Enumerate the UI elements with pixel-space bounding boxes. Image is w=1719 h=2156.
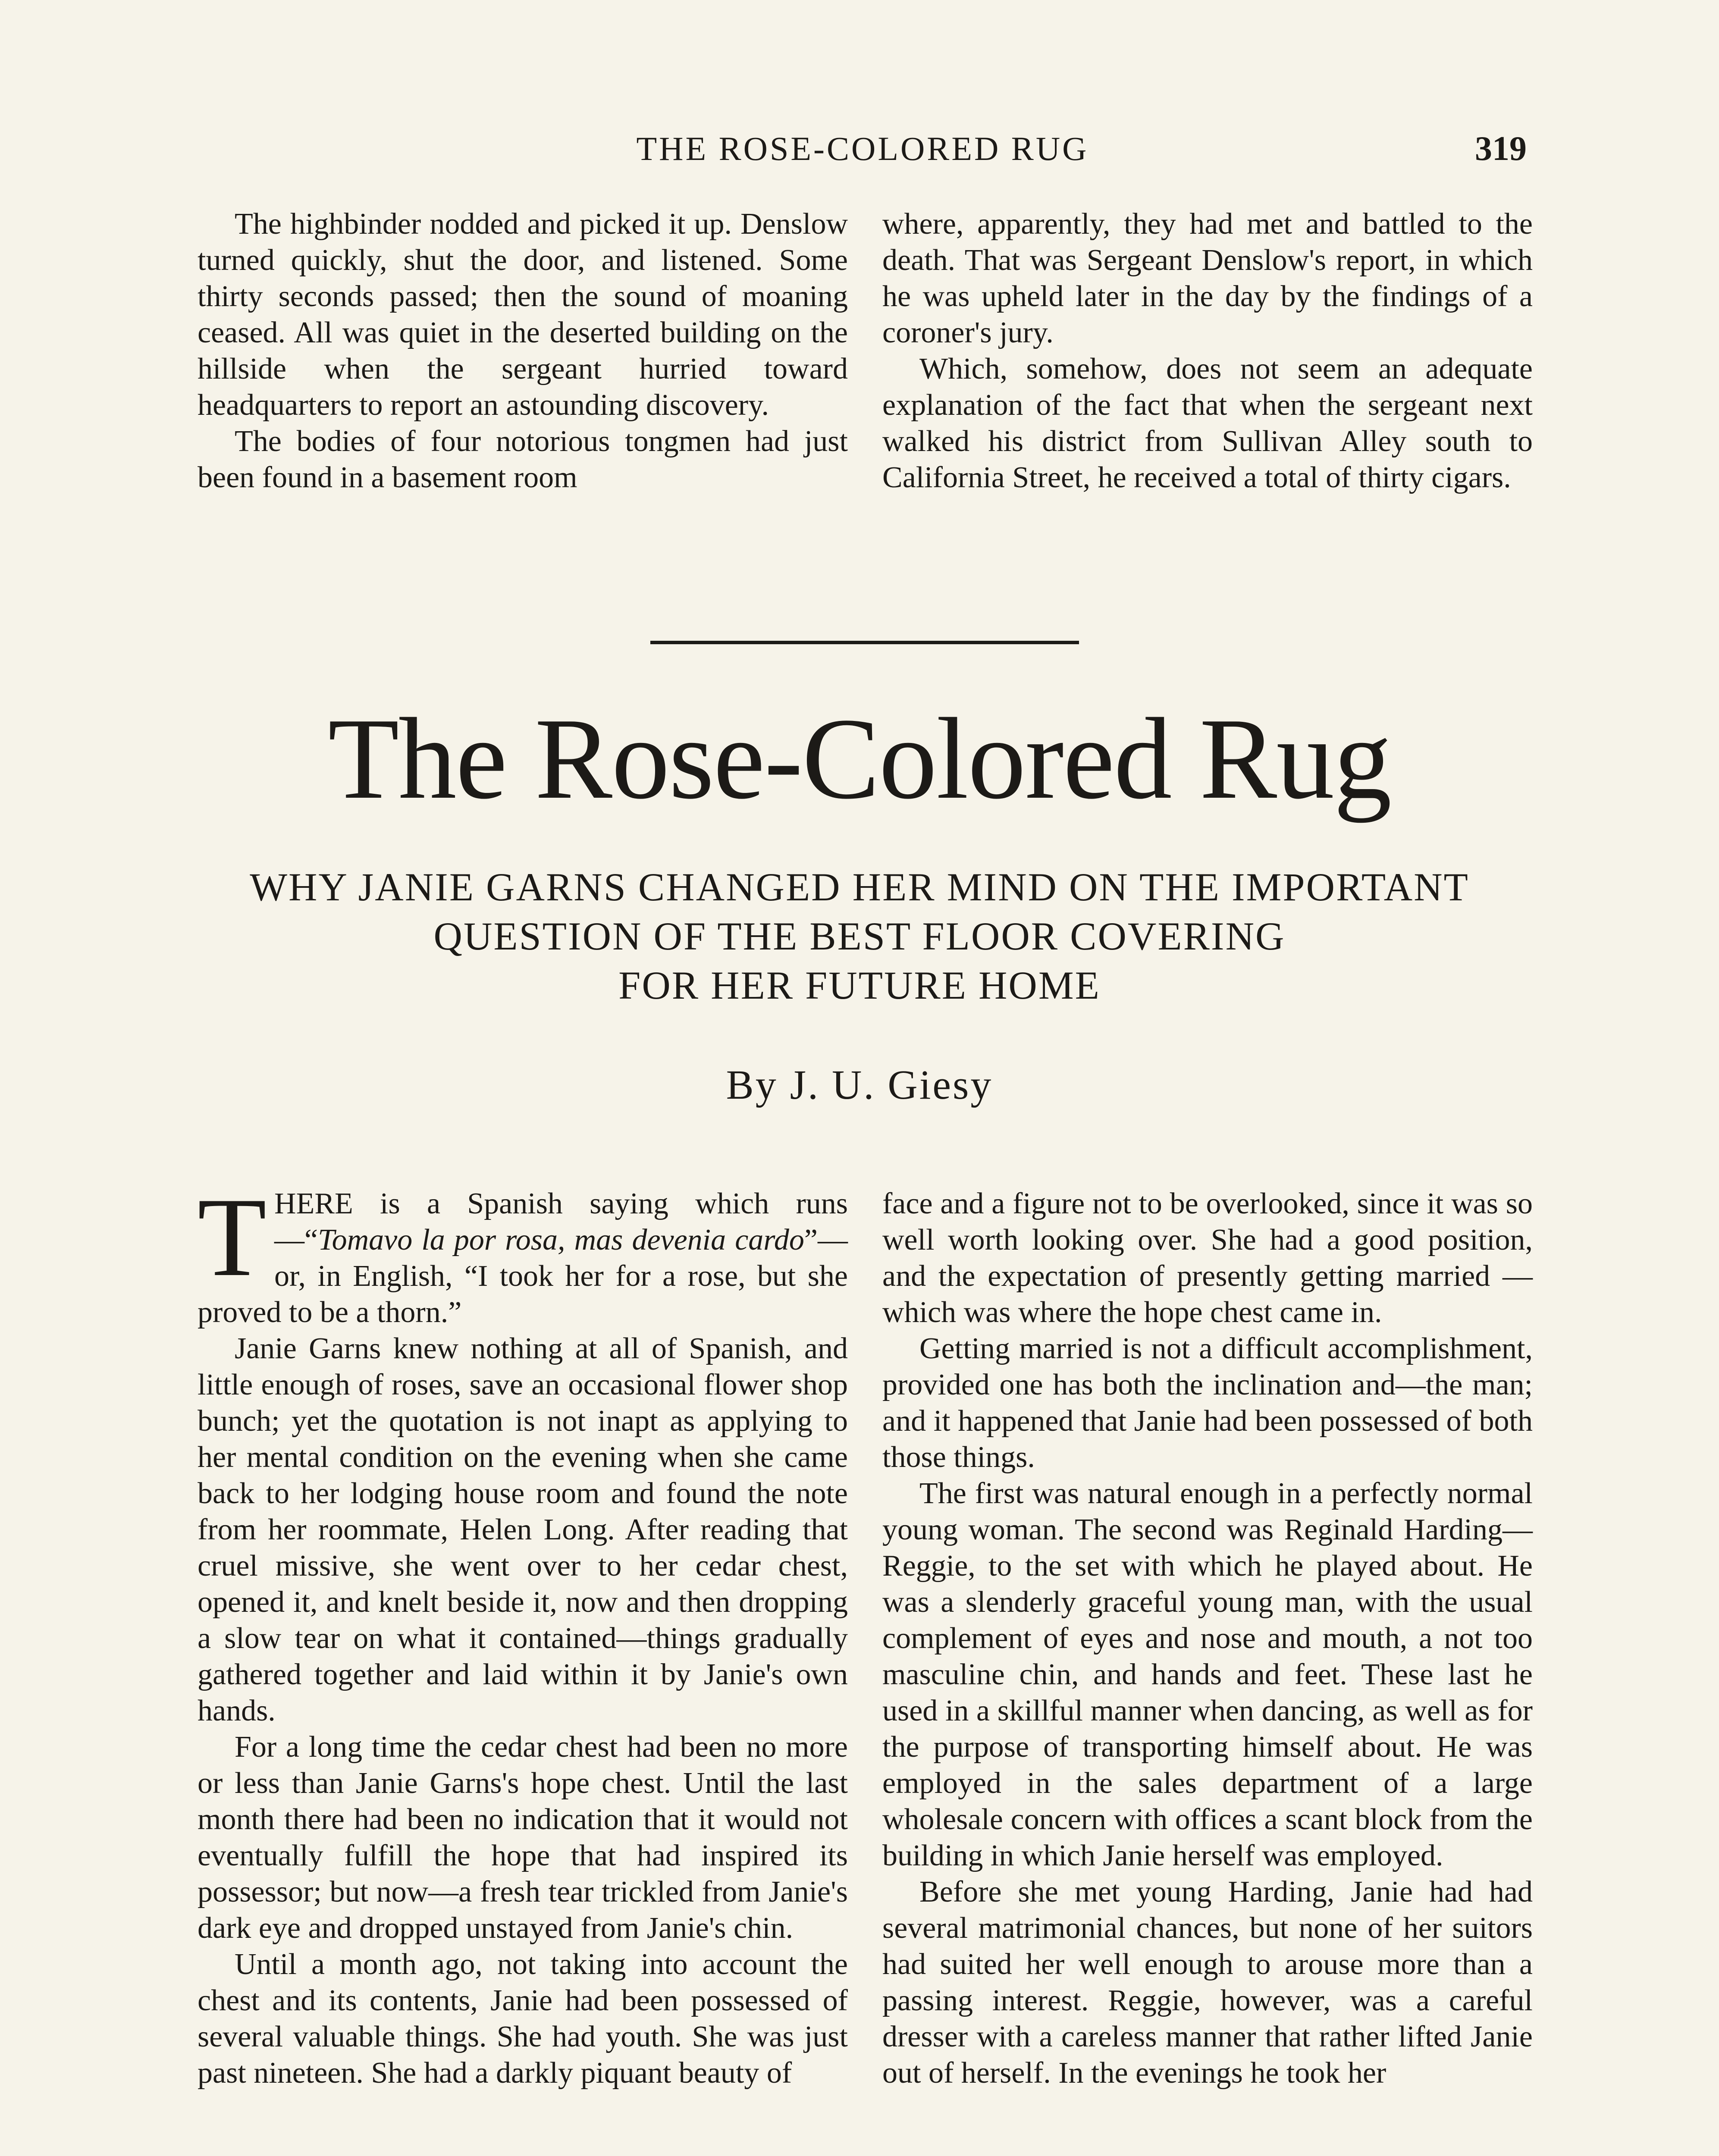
section-divider	[650, 641, 1079, 644]
running-header-title: THE ROSE-COLORED RUG	[636, 130, 1089, 167]
paragraph: Which, somehow, does not seem an adequate explanation of the fact that when the sergeant next walked his district from Sullivan Alley south to California Street, he received a total of thirty cigars.	[882, 352, 1533, 494]
paragraph: The first was natural enough in a perfectly normal young woman. The second was Reginald Harding—Reggie, to the set with which he played about. He was a slenderly graceful young man, with the usual complement of eyes and nose and mouth, a not too masculine chin, and hands and feet. These last he used in a skillful manner when dancing, as well as for the purpose of transporting himself about. He was employed in the sales department of a large wholesale concern with offices a scant block from the building in which Janie herself was employed.	[882, 1477, 1533, 1872]
subtitle-line: FOR HER FUTURE HOME	[618, 963, 1101, 1007]
paragraph: Janie Garns knew nothing at all of Spanish, and little enough of roses, save an occasional flower shop bunch; yet the quotation is not inapt as applying to her mental condition on the evening when she came back to her lodging house room and found the note from her roommate, Helen Long. After reading that cruel missive, she went over to her cedar chest, opened it, and knelt beside it, now and then dropping a slow tear on what it contained—things gradually gathered together and laid within it by Janie's own hands.	[198, 1332, 848, 1727]
paragraph: Before she met young Harding, Janie had had several matrimonial chances, but none of her suitors had suited her well enough to arouse more than a passing interest. Reggie, however, was a careful dresser with a careless manner that rather lifted Janie out of herself. In the evenings he took her	[882, 1875, 1533, 2090]
drop-cap: T	[198, 1175, 267, 1300]
paragraph: where, apparently, they had met and battled to the death. That was Sergeant Denslow's report, in which he was upheld later in the day by the findings of a coroner's jury.	[882, 207, 1533, 349]
byline	[0, 1061, 1719, 1109]
opening-text: HERE is a Spanish saying which runs—“	[274, 1187, 848, 1257]
story-subtitle	[181, 862, 1538, 1010]
subtitle-line: WHY JANIE GARNS CHANGED HER MIND ON THE IMPORTANT	[250, 865, 1469, 909]
story-right-column	[882, 1186, 1533, 2091]
opening-text-end: ”—or, in English, “I took her for a rose, but she proved to be a thorn.”	[198, 1223, 848, 1329]
previous-story-right-column	[882, 206, 1533, 496]
author-name: J. U. Giesy	[790, 1062, 993, 1108]
subtitle-line: QUESTION OF THE BEST FLOOR COVERING	[433, 914, 1286, 958]
paragraph: Getting married is not a difficult accomplishment, provided one has both the inclination and—the man; and it happened that Janie had been possessed of both those things.	[882, 1332, 1533, 1474]
page-number: 319	[1475, 130, 1527, 168]
paragraph: For a long time the cedar chest had been no more or less than Janie Garns's hope chest. Until the last month there had been no indication that it would not eventually fulfill the hope that had inspired its possessor; but now—a fresh tear trickled from Janie's dark eye and dropped unstayed from Janie's chin.	[198, 1730, 848, 1945]
previous-story-left-column	[198, 206, 848, 496]
paragraph: Until a month ago, not taking into account the chest and its contents, Janie had been possessed of several valuable things. She had youth. She was just past nineteen. She had a darkly piquant beauty of	[198, 1948, 848, 2090]
story-title: The Rose-Colored Rug	[328, 694, 1391, 823]
opening-paragraph	[198, 1175, 848, 1331]
paragraph: face and a figure not to be overlooked, since it was so well worth looking over. She had a good position, and the expectation of presently getting married — which was where the hope chest came in.	[882, 1187, 1533, 1329]
paragraph: The highbinder nodded and picked it up. Denslow turned quickly, shut the door, and listened. Some thirty seconds passed; then the sound of moaning ceased. All was quiet in the deserted building on the hillside when the sergeant hurried toward headquarters to report an astounding discovery.	[198, 207, 848, 422]
byline-by: By	[726, 1062, 778, 1108]
paragraph: The bodies of four notorious tongmen had just been found in a basement room	[198, 425, 848, 494]
running-header	[198, 129, 1527, 177]
spanish-quote: Tomavo la por rosa, mas devenia cardo	[318, 1223, 804, 1257]
story-left-column	[198, 1175, 848, 2091]
